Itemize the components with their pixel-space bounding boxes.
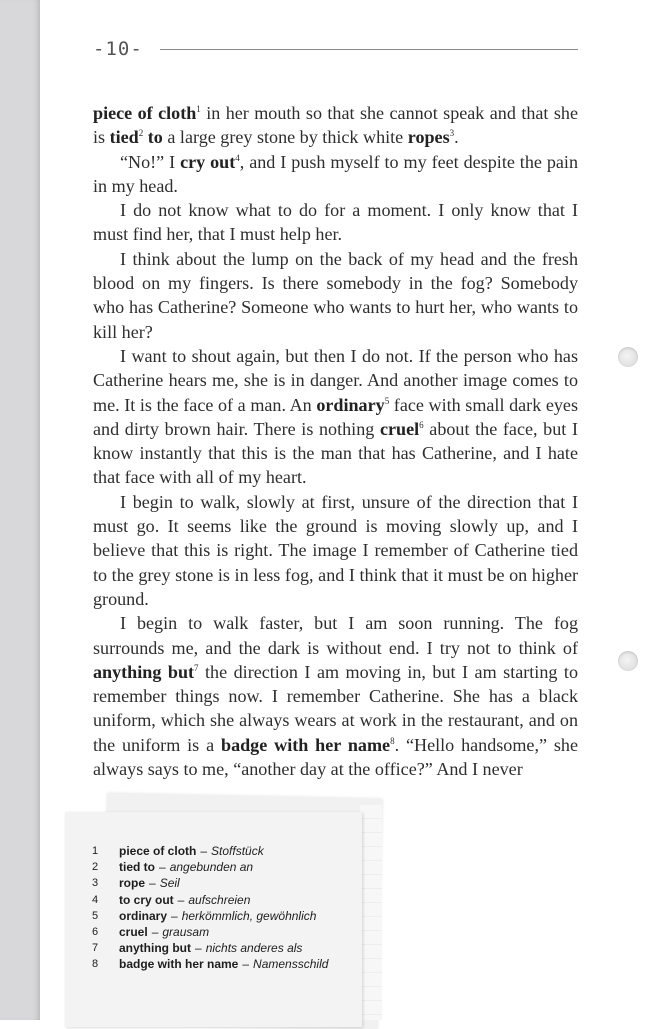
- footnote-ref: 1: [196, 104, 201, 114]
- binder-hole: [618, 651, 638, 671]
- glossary-dash: –: [159, 860, 166, 875]
- glossary-dash: –: [177, 892, 185, 907]
- glossary-definition: herkömmlich, gewöhnlich: [181, 908, 317, 923]
- glossary-dash: –: [195, 941, 202, 956]
- vocab-term: ropes: [407, 127, 450, 148]
- glossary-definition: nichts anderes als: [205, 941, 303, 956]
- glossary-item: [92, 940, 362, 956]
- glossary-term: badge with her name: [119, 957, 239, 972]
- vocab-term: tied: [109, 127, 139, 148]
- page-margin-bar: [0, 0, 40, 1020]
- binder-hole: [618, 347, 638, 367]
- vocab-term: anything but: [93, 661, 195, 682]
- glossary-definition: angebunden an: [169, 860, 254, 875]
- glossary-number: 2: [92, 861, 99, 874]
- footnote-ref: 4: [235, 152, 240, 163]
- glossary-paper-edge: [360, 805, 382, 1020]
- glossary-number: 3: [92, 877, 99, 890]
- paragraph-6: I begin to walk, slowly at first, unsure of the direction that I must go. It seems like the ground is moving slowly up, and I believe that this is right. The image I remember of Catherine tied to the grey stone is in less fog, and I think that it must be on higher ground.: [93, 491, 578, 609]
- glossary-number: 6: [92, 926, 99, 939]
- glossary-dash: –: [200, 844, 208, 858]
- glossary-item: [92, 843, 362, 859]
- glossary-definition: grausam: [162, 925, 210, 940]
- header-rule: [160, 49, 578, 50]
- glossary-number: 1: [92, 845, 99, 857]
- paragraph-4: I think about the lump on the back of my head and the fresh blood on my fingers. Is there somebody in the fog? Somebody who has Catherine? Someone who wants to hurt her, who wants to kill her?: [93, 248, 578, 342]
- story-text: [93, 101, 578, 781]
- paragraph-2: “No!” I cry out$^4$, and I push myself to my feet despite the pain in my head.: [93, 151, 578, 196]
- paragraph-7: I begin to walk faster, but I am soon running. The fog surrounds me, and the dark is without end. I try not to think of anything but$^7$ the direction I am moving in, but I am starting to remember things now. I remember Catherine. She has a black uniform, which she always wears at work in the restaurant, and on the uniform is a badge with her name$^8$. “Hello handsome,” she always says to me, “another day at the office?” And I never: [93, 613, 578, 780]
- glossary-item: [92, 859, 362, 875]
- glossary-item: [92, 892, 362, 908]
- vocab-term: piece of cloth: [93, 103, 197, 123]
- glossary-dash: –: [242, 957, 250, 972]
- glossary-term: cruel: [119, 925, 148, 940]
- glossary-item: [92, 875, 362, 891]
- page-header: [93, 36, 578, 64]
- glossary-item: [92, 956, 362, 972]
- footnote-ref: 5: [384, 395, 390, 406]
- paragraph-1: piece of cloth$^1$ in her mouth so that she cannot speak and that she is tied$^2$ to a large grey stone by thick white ropes$^3$.: [93, 103, 578, 148]
- glossary-definition: Stoffstück: [211, 844, 264, 858]
- glossary-term: anything but: [119, 941, 191, 956]
- footnote-ref: 6: [419, 419, 424, 430]
- paragraph-5: I want to shout again, but then I do not. If the person who has Catherine hears me, she is in danger. And another image comes to me. It is the face of a man. An ordinary$^5$ face with small dark eyes and dirty brown hair. There is nothing cruel$^6$ about the face, but I know instantly that this is the man that has Catherine, and I hate that face with all of my heart.: [93, 345, 579, 488]
- glossary-number: 7: [92, 942, 99, 955]
- glossary-list: [92, 843, 362, 973]
- glossary-number: 4: [92, 893, 99, 906]
- footnote-ref: 8: [390, 735, 395, 746]
- glossary-term: to cry out: [119, 892, 174, 907]
- vocab-term: ordinary: [316, 394, 385, 415]
- footnote-ref: 7: [194, 662, 199, 673]
- glossary-number: 5: [92, 909, 99, 922]
- vocab-term: cruel: [379, 418, 420, 439]
- glossary-term: rope: [119, 876, 146, 891]
- glossary-term: tied to: [119, 860, 155, 875]
- glossary-number: 8: [92, 958, 99, 971]
- page-number: -10-: [93, 38, 143, 60]
- vocab-term: to: [147, 127, 163, 148]
- glossary-dash: –: [171, 908, 178, 923]
- glossary-dash: –: [149, 876, 156, 891]
- footnote-ref: 3: [449, 128, 455, 139]
- glossary-definition: aufschreien: [188, 892, 251, 907]
- footnote-ref: 2: [138, 128, 144, 139]
- glossary-dash: –: [151, 925, 159, 940]
- vocab-term: cry out: [180, 151, 236, 172]
- glossary-term: piece of cloth: [119, 844, 197, 858]
- paragraph-3: I do not know what to do for a moment. I only know that I must find her, that I must help her.: [93, 200, 578, 245]
- glossary-definition: Namensschild: [253, 957, 329, 972]
- glossary-item: [92, 924, 362, 940]
- glossary-box: [65, 812, 362, 1027]
- vocab-term: badge with her name: [221, 734, 391, 755]
- glossary-item: [92, 908, 362, 924]
- glossary-term: ordinary: [119, 908, 168, 923]
- glossary-definition: Seil: [159, 876, 180, 891]
